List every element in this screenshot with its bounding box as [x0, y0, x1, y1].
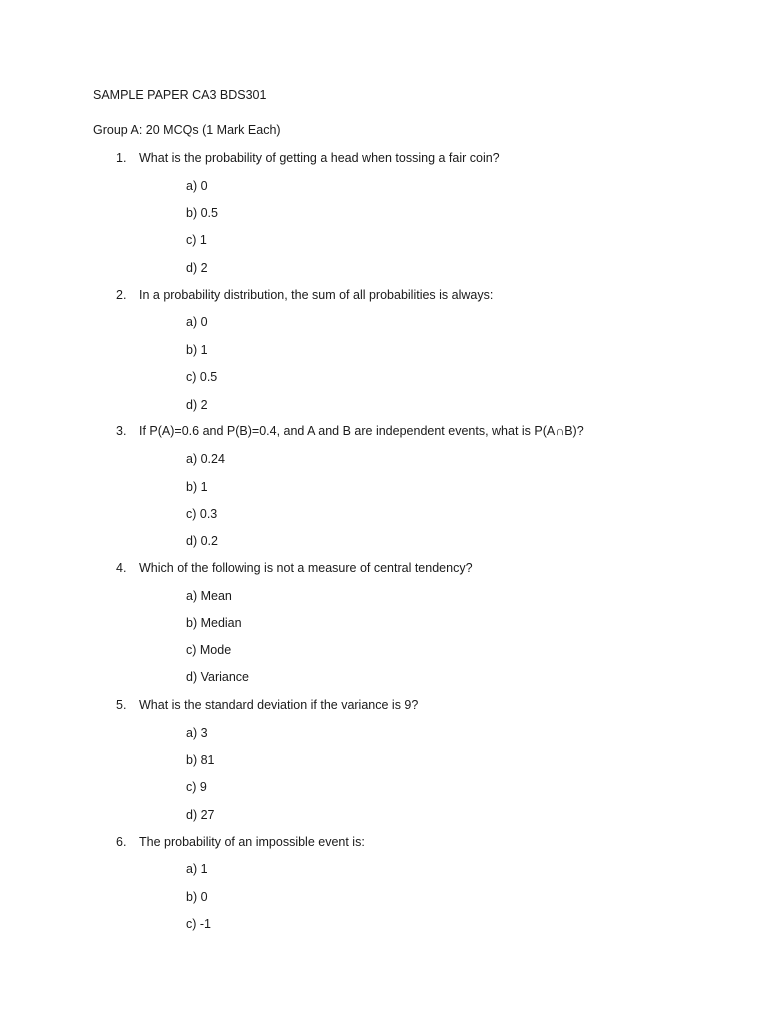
question-text: Which of the following is not a measure of central tendency? — [139, 561, 473, 575]
question-number: 4. — [116, 561, 127, 575]
document-title: SAMPLE PAPER CA3 BDS301 — [93, 88, 267, 102]
question-text: What is the standard deviation if the variance is 9? — [139, 698, 419, 712]
option-a: a) 0 — [186, 315, 208, 329]
option-b: b) 1 — [186, 343, 208, 357]
option-c: c) -1 — [186, 917, 211, 931]
question-number: 2. — [116, 288, 127, 302]
option-c: c) 0.3 — [186, 507, 218, 521]
option-d: d) 2 — [186, 398, 208, 412]
option-b: b) 0.5 — [186, 206, 218, 220]
option-a: a) 3 — [186, 726, 208, 740]
option-b: b) Median — [186, 616, 242, 630]
question-number: 1. — [116, 151, 127, 165]
option-b: b) 1 — [186, 480, 208, 494]
option-d: d) Variance — [186, 670, 249, 684]
option-a: a) 0 — [186, 179, 208, 193]
question-text: In a probability distribution, the sum of all probabilities is always: — [139, 288, 494, 302]
option-a: a) Mean — [186, 589, 232, 603]
option-a: a) 0.24 — [186, 452, 225, 466]
question-number: 3. — [116, 424, 127, 438]
option-b: b) 81 — [186, 753, 215, 767]
option-d: d) 0.2 — [186, 534, 218, 548]
question-text: If P(A)=0.6 and P(B)=0.4, and A and B are independent events, what is P(A∩B)? — [139, 424, 584, 438]
option-a: a) 1 — [186, 862, 208, 876]
option-b: b) 0 — [186, 890, 208, 904]
option-d: d) 2 — [186, 261, 208, 275]
question-number: 5. — [116, 698, 127, 712]
question-number: 6. — [116, 835, 127, 849]
question-text: The probability of an impossible event is: — [139, 835, 365, 849]
option-d: d) 27 — [186, 808, 215, 822]
option-c: c) 0.5 — [186, 370, 218, 384]
question-text: What is the probability of getting a head when tossing a fair coin? — [139, 151, 500, 165]
option-c: c) 9 — [186, 780, 207, 794]
option-c: c) 1 — [186, 233, 207, 247]
section-heading: Group A: 20 MCQs (1 Mark Each) — [93, 123, 281, 137]
option-c: c) Mode — [186, 643, 232, 657]
